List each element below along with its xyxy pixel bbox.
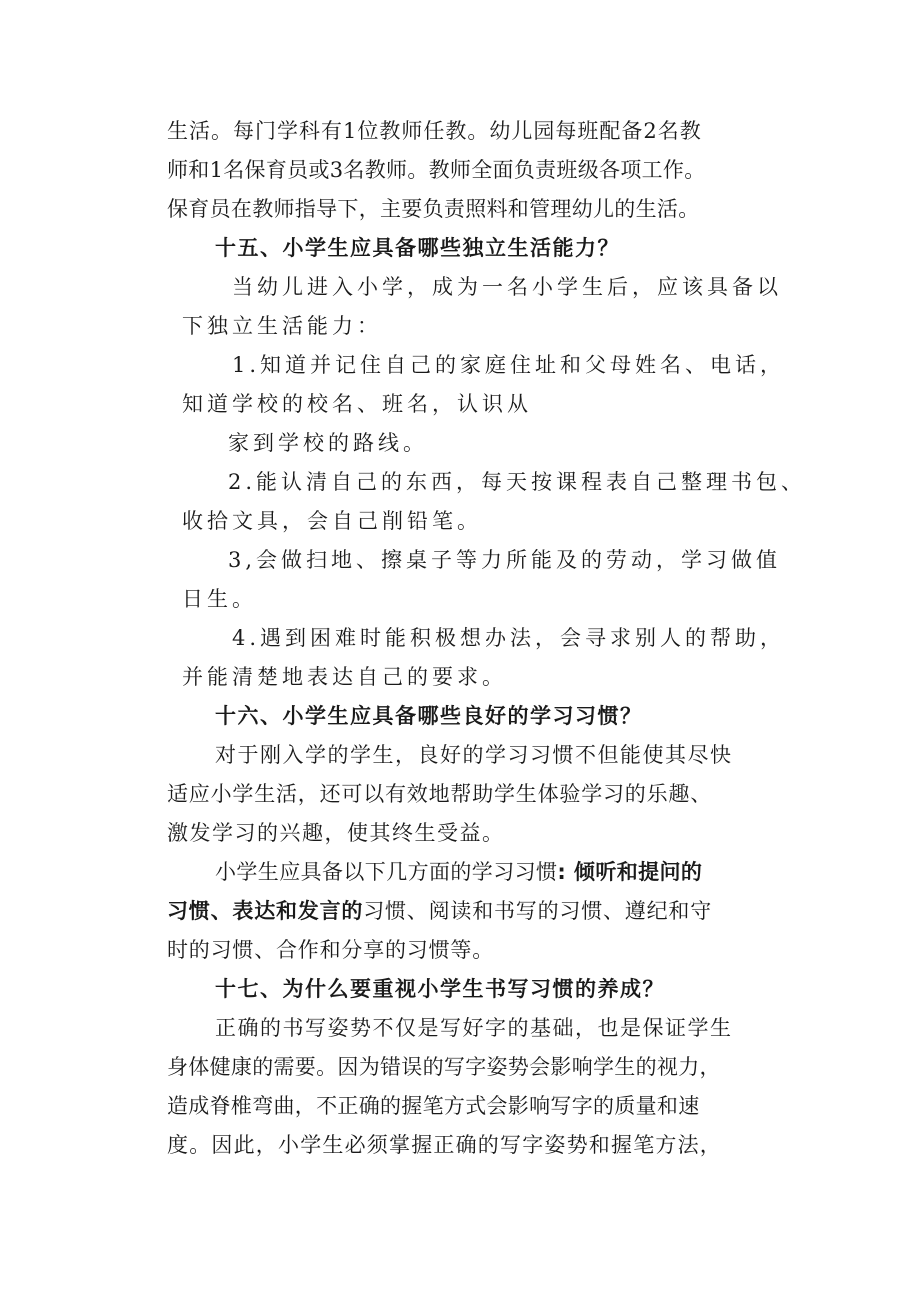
paragraph-line: 适应小学生活，还可以有效地帮助学生体验学习的乐趣、 xyxy=(167,782,712,806)
list-item-line: 4.遇到困难时能积极想办法，会寻求别人的帮助， xyxy=(232,626,786,650)
paragraph-line: 度。因此，小学生必须掌握正确的写字姿势和握笔方法， xyxy=(167,1133,722,1157)
text-run: : 倾 xyxy=(557,860,596,884)
paragraph-line: 造成脊椎弯曲，不正确的握笔方式会影响写字的质量和速 xyxy=(167,1094,700,1118)
paragraph-line: 对于刚入学的学生，良好的学习习惯不但能使其尽快 xyxy=(215,743,733,767)
emphasis-text: 习惯、表达和发言的 xyxy=(167,899,364,923)
paragraph-line xyxy=(167,896,712,926)
list-item-line: 1.知道并记住自己的家庭住址和父母姓名、电话， xyxy=(232,353,786,377)
paragraph-line: 保育员在教师指导下，主要负责照料和管理幼儿的生活。 xyxy=(167,197,700,221)
list-item-line: 家到学校的路线。 xyxy=(228,431,428,455)
paragraph-line: 下独立生活能力： xyxy=(182,314,382,338)
text-run: 习惯、阅读和书写的习惯、遵纪和守 xyxy=(363,899,713,923)
paragraph-line: 身体健康的需要。因为错误的写字姿势会影响学生的视力， xyxy=(167,1055,721,1079)
list-item-line: 日生。 xyxy=(182,587,257,611)
list-item-line: 3,会做扫地、擦桌子等力所能及的劳动，学习做值 xyxy=(228,548,782,572)
paragraph-line: 生活。每门学科有1位教师任教。幼儿园每班配备2名教 xyxy=(167,119,702,143)
list-item-line: 并能清楚地表达自己的要求。 xyxy=(182,665,507,689)
paragraph-line: 师和1名保育员或3名教师。教师全面负责班级各项工作。 xyxy=(167,158,706,182)
list-item-line: 2.能认清自己的东西，每天按课程表自己整理书包、 xyxy=(228,470,807,494)
section-heading-15: 十五、小学生应具备哪些独立生活能力？ xyxy=(215,236,620,260)
section-heading-17: 十七、为什么要重视小学生书写习惯的养成？ xyxy=(215,977,665,1001)
section-heading-16: 十六、小学生应具备哪些良好的学习习惯？ xyxy=(215,704,643,728)
paragraph-line: 当幼儿进入小学，成为一名小学生后，应该具备以 xyxy=(232,275,782,299)
list-item-line: 收拾文具，会自己削铅笔。 xyxy=(182,509,482,533)
paragraph-line xyxy=(215,857,702,887)
paragraph-line: 正确的书写姿势不仅是写好字的基础，也是保证学生 xyxy=(215,1016,733,1040)
emphasis-text: 听和提问的 xyxy=(595,860,703,884)
text-run: 小学生应具备以下几方面的学习习惯 xyxy=(215,860,558,884)
paragraph-line: 时的习惯、合作和分享的习惯等。 xyxy=(167,938,494,962)
list-item-line: 知道学校的校名、班名，认识从 xyxy=(182,392,532,416)
paragraph-line: 激发学习的兴趣，使其终生受益。 xyxy=(167,821,505,845)
